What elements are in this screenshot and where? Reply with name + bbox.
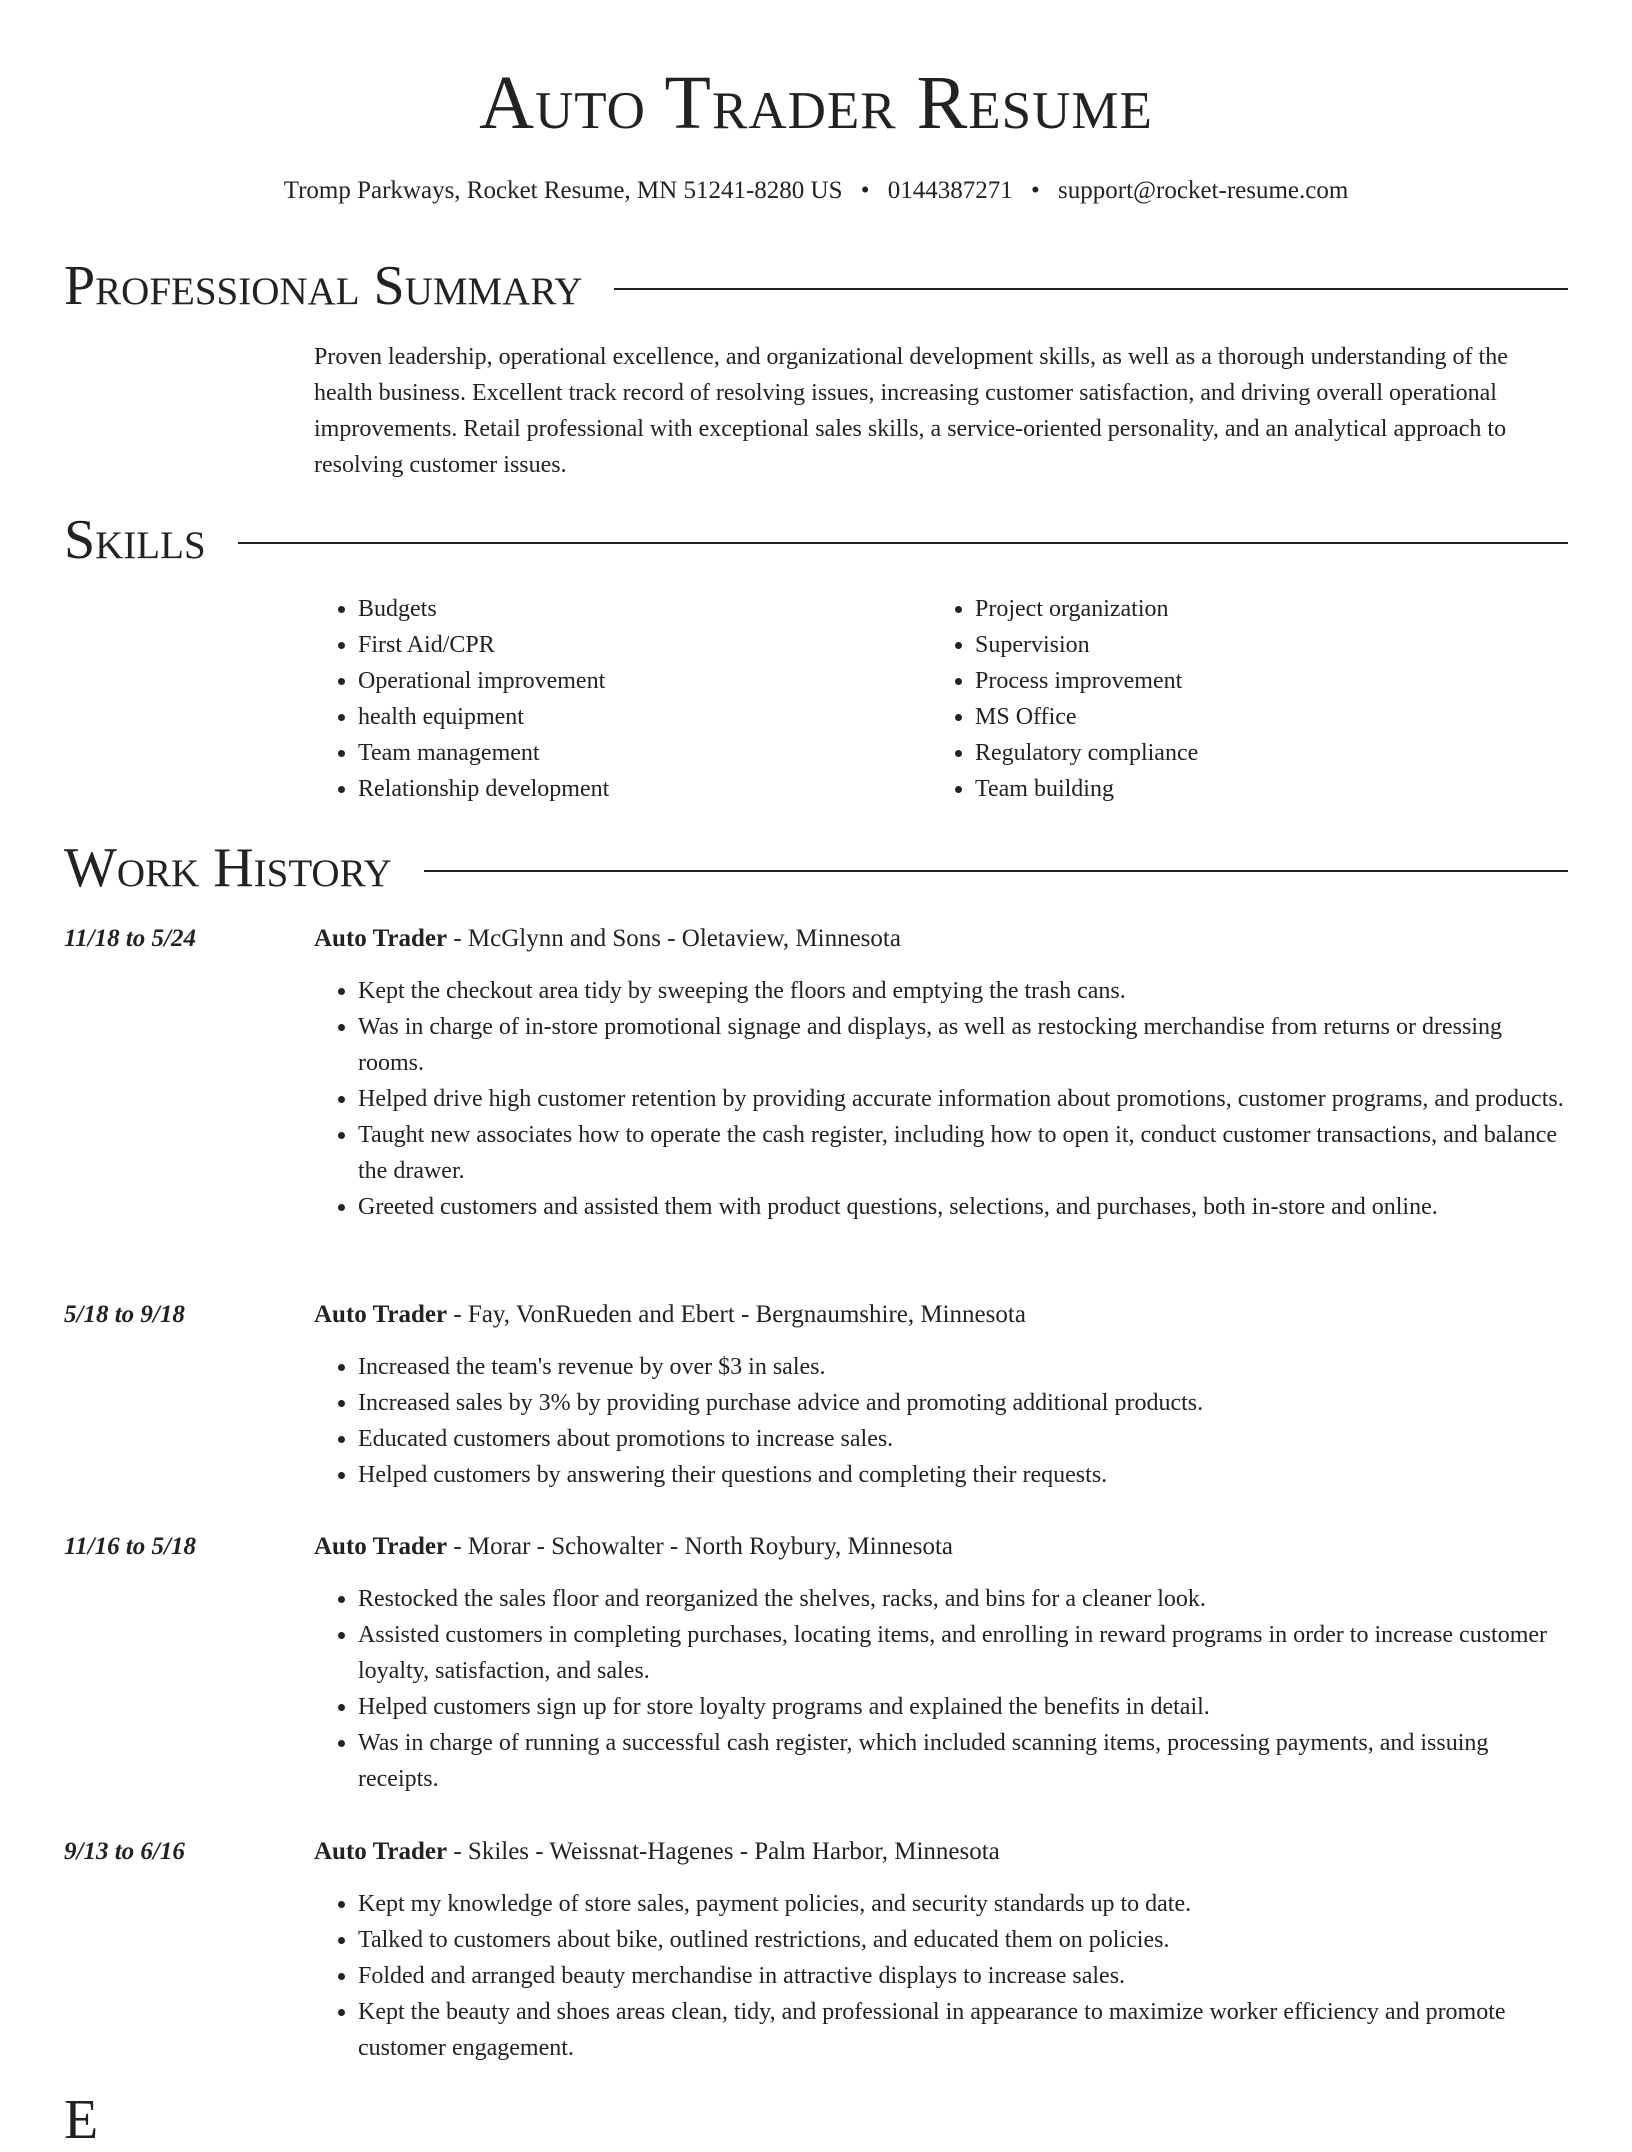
skill-item: • MS Office xyxy=(975,699,1198,735)
job-duty: • Taught new associates how to operate the cash register, including how to open it, conduct customer transactions, and balance the drawer. xyxy=(358,1117,1570,1189)
separator-dot: • xyxy=(860,177,870,204)
skills-heading: Skills xyxy=(64,509,206,571)
job-duties xyxy=(314,973,1570,1225)
job-title-line xyxy=(314,1529,953,1565)
job-title-line xyxy=(314,1297,1026,1333)
work-heading: Work History xyxy=(64,837,392,899)
job-employer: - Morar - Schowalter - North Roybury, Minnesota xyxy=(447,1533,954,1560)
section-divider xyxy=(424,870,1568,872)
work-heading-row xyxy=(64,836,1568,900)
job-duties xyxy=(314,1581,1570,1797)
job-title: Auto Trader xyxy=(314,925,448,952)
job-dates: 11/18 to 5/24 xyxy=(64,925,196,952)
job-duty: • Kept the checkout area tidy by sweeping the floors and emptying the trash cans. xyxy=(358,973,1570,1009)
job-duty: • Was in charge of running a successful cash register, which included scanning items, processing payments, and issuing receipts. xyxy=(358,1725,1570,1797)
address: Tromp Parkways, Rocket Resume, MN 51241-8280 US xyxy=(283,177,843,204)
skills-list-right xyxy=(931,591,1198,807)
job-duty: • Folded and arranged beauty merchandise in attractive displays to increase sales. xyxy=(358,1958,1570,1994)
skills-list-left xyxy=(314,591,609,807)
summary-heading-row xyxy=(64,254,1568,318)
contact-line xyxy=(0,175,1632,207)
skill-item: • Regulatory compliance xyxy=(975,735,1198,771)
job-duty: • Increased sales by 3% by providing purchase advice and promoting additional products. xyxy=(358,1385,1570,1421)
job-title: Auto Trader xyxy=(314,1301,448,1328)
skill-item: • Project organization xyxy=(975,591,1198,627)
summary-text: Proven leadership, operational excellence, and organizational development skills, as well as a thorough understanding of the health business. Excellent track record of resolving issues, increasing customer satisfaction, and driving overall operational improvements. Retail professional with exceptional sales skills, a service-oriented personality, and an analytical approach to resolving customer issues. xyxy=(314,344,1508,478)
job-duty: • Helped drive high customer retention by providing accurate information about promotions, customer programs, and products. xyxy=(358,1081,1570,1117)
skill-item: • Team management xyxy=(358,735,609,771)
phone: 0144387271 xyxy=(887,177,1013,204)
skill-item: • First Aid/CPR xyxy=(358,627,609,663)
skill-item: • Process improvement xyxy=(975,663,1198,699)
job-dates: 9/13 to 6/16 xyxy=(64,1838,185,1865)
job-duty: • Educated customers about promotions to increase sales. xyxy=(358,1421,1570,1457)
job-employer: - McGlynn and Sons - Oletaview, Minnesota xyxy=(447,925,901,952)
skill-item: • Operational improvement xyxy=(358,663,609,699)
skill-item: • health equipment xyxy=(358,699,609,735)
job-title-line xyxy=(314,921,901,957)
skill-item: • Relationship development xyxy=(358,771,609,807)
section-divider xyxy=(238,542,1568,544)
job-title: Auto Trader xyxy=(314,1533,448,1560)
job-duty: • Helped customers sign up for store loyalty programs and explained the benefits in detail. xyxy=(358,1689,1570,1725)
job-duty: • Helped customers by answering their questions and completing their requests. xyxy=(358,1457,1570,1493)
skill-item: • Budgets xyxy=(358,591,609,627)
job-dates: 11/16 to 5/18 xyxy=(64,1533,196,1560)
job-employer: - Skiles - Weissnat-Hagenes - Palm Harbor, Minnesota xyxy=(447,1838,1000,1865)
skill-item: • Team building xyxy=(975,771,1198,807)
job-duty: • Was in charge of in-store promotional signage and displays, as well as restocking merchandise from returns or dressing rooms. xyxy=(358,1009,1570,1081)
resume-title: Auto Trader Resume xyxy=(479,61,1153,145)
job-dates: 5/18 to 9/18 xyxy=(64,1301,185,1328)
job-duty: • Increased the team's revenue by over $3 in sales. xyxy=(358,1349,1570,1385)
skills-heading-row xyxy=(64,508,1568,572)
email-link[interactable]: support@rocket-resume.com xyxy=(1058,177,1349,204)
job-duties xyxy=(314,1886,1570,2066)
skill-item: • Supervision xyxy=(975,627,1198,663)
job-employer: - Fay, VonRueden and Ebert - Bergnaumshire, Minnesota xyxy=(447,1301,1026,1328)
job-duties xyxy=(314,1349,1570,1493)
separator-dot: • xyxy=(1031,177,1040,204)
job-title-line xyxy=(314,1834,1000,1870)
job-duty: • Kept my knowledge of store sales, payment policies, and security standards up to date. xyxy=(358,1886,1570,1922)
next-section-heading-partial: E xyxy=(64,2089,99,2151)
section-divider xyxy=(614,288,1568,290)
job-duty: • Assisted customers in completing purchases, locating items, and enrolling in reward programs in order to increase customer loyalty, satisfaction, and sales. xyxy=(358,1617,1570,1689)
summary-heading: Professional Summary xyxy=(64,255,583,317)
job-duty: • Restocked the sales floor and reorganized the shelves, racks, and bins for a cleaner look. xyxy=(358,1581,1570,1617)
job-duty: • Kept the beauty and shoes areas clean, tidy, and professional in appearance to maximize worker efficiency and promote customer engagement. xyxy=(358,1994,1570,2066)
job-duty: • Greeted customers and assisted them with product questions, selections, and purchases, both in-store and online. xyxy=(358,1189,1570,1225)
job-duty: • Talked to customers about bike, outlined restrictions, and educated them on policies. xyxy=(358,1922,1570,1958)
job-title: Auto Trader xyxy=(314,1838,448,1865)
